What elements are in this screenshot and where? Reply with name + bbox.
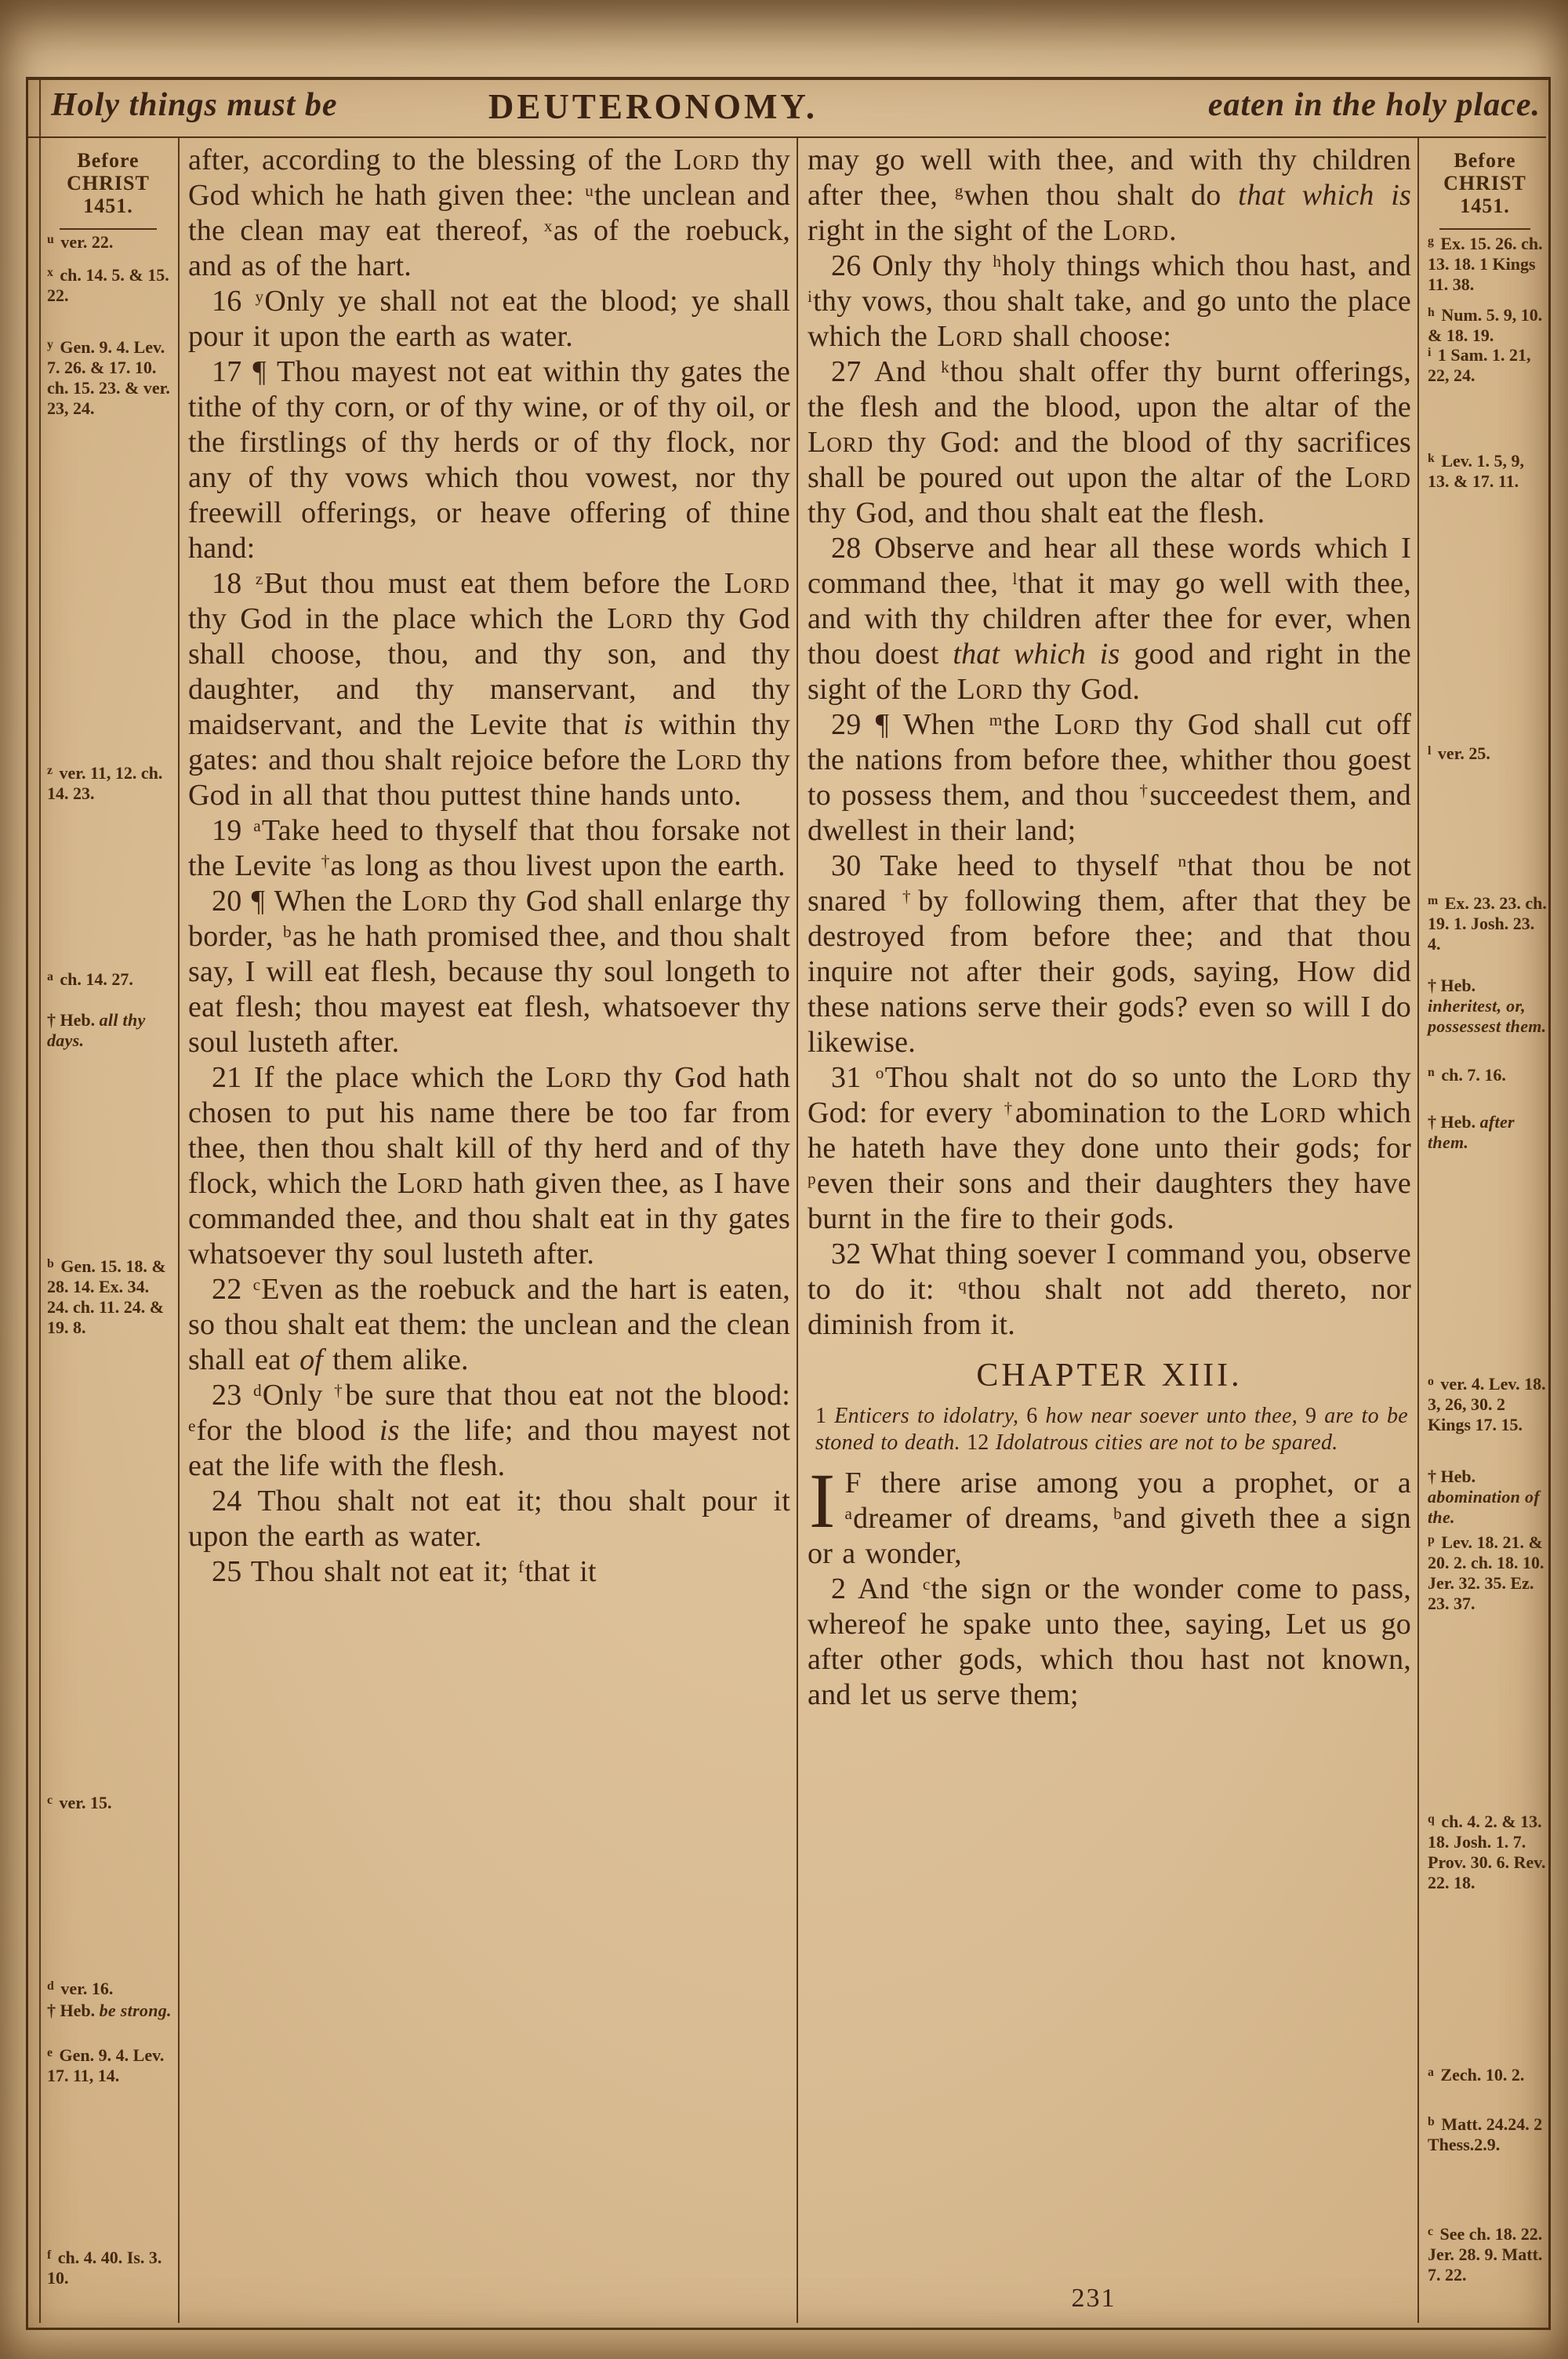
margin-note: $^q$ ch. 4. 2. & 13. 18. Josh. 1. 7. Prov. 30. 6. Rev. 22. 18. [1428, 1812, 1546, 1892]
running-head-left: Holy things must be [51, 87, 338, 123]
text-paragraph: CHAPTER XIII. [976, 1358, 1243, 1394]
margin-note: † Heb. be strong. [47, 2001, 172, 2020]
text-paragraph: 19 $^a$Take heed to thyself that thou forsake not the Levite †as long as thou livest upon the earth. [188, 814, 790, 882]
text-paragraph: 1 Enticers to idolatry, 6 how near soever unto thee, 9 are to be stoned to death. 12 Idolatrous cities are not to be spared. [815, 1404, 1408, 1455]
text-paragraph: 30 Take heed to thyself $^n$that thou be not snared †by following them, after that they be destroyed from before thee; and that thou inquire not after their gods, saying, How did these nations serve their gods? even so will I do likewise. [808, 849, 1411, 1059]
margin-note: $^a$ Zech. 10. 2. [1428, 2065, 1525, 2085]
before-christ-line1: Before [1454, 149, 1516, 172]
text-paragraph: I F there arise among you a prophet, or a $^a$dreamer of dreams, $^b$and giveth thee a sign or a wonder, [808, 1457, 1411, 1570]
text-paragraph: 2 And $^c$the sign or the wonder come to pass, whereof he spake unto thee, saying, Let us go after other gods, which thou hast not known, and let us serve them; [808, 1572, 1411, 1711]
before-christ-year: 1451. [1460, 194, 1510, 217]
margin-note: $^o$ ver. 4. Lev. 18. 3, 26, 30. 2 Kings 17. 15. [1428, 1374, 1546, 1434]
running-head [26, 82, 1546, 133]
text-paragraph: 28 Observe and hear all these words which I command thee, $^l$that it may go well with thee, and with thy children after thee for ever, when thou doest that which is good and right in the sight of the Lord thy God. [808, 532, 1411, 706]
text-paragraph: may go well with thee, and with thy children after thee, $^g$when thou shalt do that which is right in the sight of the Lord. [808, 144, 1411, 247]
text-paragraph: 20 ¶ When the Lord thy God shall enlarge thy border, $^b$as he hath promised thee, and thou shalt say, I will eat flesh, because thy soul longeth to eat flesh; thou mayest eat flesh, whatsoever thy soul lusteth after. [188, 885, 790, 1059]
margin-note: $^z$ ver. 11, 12. ch. 14. 23. [47, 763, 163, 803]
margin-note: † Heb. inheritest, or, possessest them. [1428, 976, 1547, 1036]
right-margin-column [1421, 138, 1548, 2323]
margin-note: $^i$ 1 Sam. 1. 21, 22, 24. [1428, 345, 1531, 385]
column-rule-right [1417, 138, 1419, 2323]
before-christ-year: 1451. [83, 194, 133, 217]
left-margin-notes [41, 138, 176, 2323]
before-christ-line2: CHRIST [1443, 172, 1526, 194]
text-paragraph: 31 $^o$Thou shalt not do so unto the Lord thy God: for every †abomination to the Lord which he hateth have they done unto their gods; for $^p$even their sons and their daughters they have burnt in the fire to their gods. [808, 1061, 1412, 1235]
column-rule-left [178, 138, 180, 2323]
text-paragraph: after, according to the blessing of the Lord thy God which he hath given thee: $^u$the unclean and the clean may eat thereof, $^x$as of the roebuck, and as of the hart. [188, 144, 791, 282]
text-paragraph: 23 $^d$Only †be sure that thou eat not the blood: $^e$for the blood is the life; and thou mayest not eat the life with the flesh. [188, 1379, 790, 1482]
left-text-column [188, 143, 790, 1590]
page-number: 231 [1071, 2284, 1116, 2313]
margin-note: $^c$ ver. 15. [47, 1793, 112, 1812]
text-paragraph: 25 Thou shalt not eat it; $^f$that it [212, 1555, 597, 1588]
margin-note: $^b$ Gen. 15. 18. & 28. 14. Ex. 34. 24. ch. 11. 24. & 19. 8. [47, 1256, 166, 1337]
text-paragraph: 18 $^z$But thou must eat them before the Lord thy God in the place which the Lord thy God shall choose, thou, and thy son, and thy daughter, and thy manservant, and thy maidservant, and the Levite that is within thy gates: and thou shalt rejoice before the Lord thy God in all that thou puttest thine hands unto. [188, 567, 791, 812]
column-rule-center [797, 138, 798, 2323]
before-christ-line2: CHRIST [67, 172, 150, 194]
margin-note: $^a$ ch. 14. 27. [47, 969, 133, 989]
margin-note: $^e$ Gen. 9. 4. Lev. 17. 11, 14. [47, 2045, 165, 2085]
margin-note: $^m$ Ex. 23. 23. ch. 19. 1. Josh. 23. 4. [1428, 893, 1547, 954]
margin-note: $^l$ ver. 25. [1428, 743, 1490, 763]
right-margin-notes [1421, 138, 1548, 2323]
header-rule [26, 136, 1546, 138]
margin-note: $^x$ ch. 14. 5. & 15. 22. [47, 265, 169, 305]
margin-note: † Heb. all thy days. [47, 1010, 146, 1050]
text-paragraph: 17 ¶ Thou mayest not eat within thy gates the tithe of thy corn, or of thy wine, or of thy oil, or the firstlings of thy herds or of thy flock, nor any of thy vows which thou vowest, nor thy freewill offerings, or heave offering of thine hand: [188, 355, 790, 565]
text-paragraph: 26 Only thy $^h$holy things which thou hast, and $^i$thy vows, thou shalt take, and go unto the place which the Lord shall choose: [808, 249, 1411, 353]
text-paragraph: 21 If the place which the Lord thy God hath chosen to put his name there be too far from thee, then thou shalt kill of thy herd and of thy flock, which the Lord hath given thee, as I have commanded thee, and thou shalt eat in thy gates whatsoever thy soul lusteth after. [188, 1061, 790, 1270]
text-paragraph: 22 $^c$Even as the roebuck and the hart is eaten, so thou shalt eat them: the unclean and the clean shall eat of them alike. [188, 1273, 790, 1376]
margin-note: $^u$ ver. 22. [47, 232, 114, 252]
margin-note: † Heb. after them. [1428, 1112, 1515, 1152]
text-paragraph: 24 Thou shalt not eat it; thou shalt pour it upon the earth as water. [188, 1485, 790, 1553]
margin-note: $^n$ ch. 7. 16. [1428, 1065, 1506, 1085]
text-paragraph: 16 $^y$Only ye shall not eat the blood; ye shall pour it upon the earth as water. [188, 285, 791, 353]
margin-note: $^c$ See ch. 18. 22. Jer. 28. 9. Matt. 7. 22. [1428, 2224, 1543, 2284]
margin-note: $^k$ Lev. 1. 5, 9, 13. & 17. 11. [1428, 451, 1525, 491]
margin-note: $^g$ Ex. 15. 26. ch. 13. 18. 1 Kings 11. 38. [1428, 234, 1543, 294]
margin-note: $^d$ ver. 16. [47, 1979, 114, 1998]
margin-note: $^y$ Gen. 9. 4. Lev. 7. 26. & 17. 10. ch. 15. 23. & ver. 23, 24. [47, 337, 170, 418]
text-paragraph: 27 And $^k$thou shalt offer thy burnt offerings, the flesh and the blood, upon the altar of the Lord thy God: and the blood of thy sacrifices shall be poured out upon the altar of the Lord thy God, and thou shalt eat the flesh. [808, 355, 1411, 529]
margin-note: $^b$ Matt. 24.24. 2 Thess.2.9. [1428, 2114, 1543, 2154]
margin-note: $^h$ Num. 5. 9, 10. & 18. 19. [1428, 305, 1543, 345]
before-christ-line1: Before [77, 149, 140, 172]
running-head-right: eaten in the holy place. [1207, 87, 1541, 123]
text-paragraph: 29 ¶ When $^m$the Lord thy God shall cut off the nations from before thee, whither thou goest to possess them, and thou †succeedest them, and dwellest in their land; [808, 708, 1411, 847]
margin-note: $^f$ ch. 4. 40. Is. 3. 10. [47, 2248, 162, 2288]
margin-note: † Heb. abomination of the. [1428, 1467, 1540, 1527]
text-paragraph: 32 What thing soever I command you, observe to do it: $^q$thou shalt not add thereto, nor diminish from it. [808, 1238, 1412, 1341]
left-margin-column [41, 138, 176, 2323]
right-text-column [808, 143, 1411, 1713]
margin-note: $^p$ Lev. 18. 21. & 20. 2. ch. 18. 10. Jer. 32. 35. Ez. 23. 37. [1428, 1532, 1544, 1613]
book-title: DEUTERONOMY. [488, 87, 818, 126]
